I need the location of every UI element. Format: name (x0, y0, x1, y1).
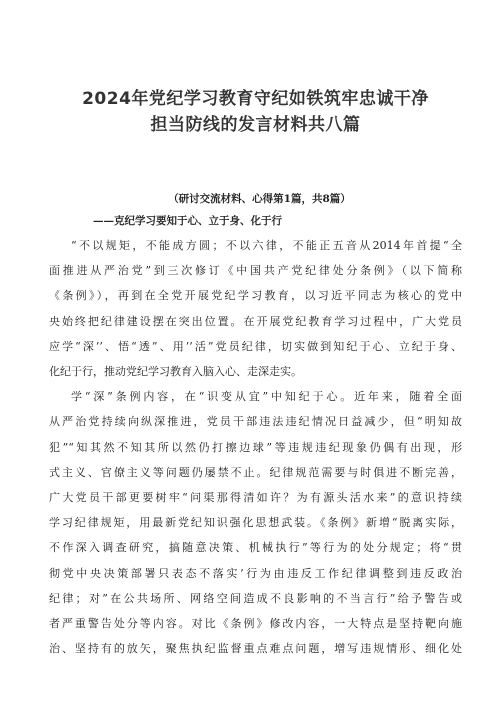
text-line: 纪律；对”在公共场所、网络空间造成不良影响的不当言行”给予警告或 (49, 591, 462, 605)
title-line: 2024年党纪学习教育守纪如铁筑牢忠诚干净 (82, 89, 429, 109)
document-subtitle: （研讨交流材料、心得第1篇，共8篇） (168, 193, 351, 205)
text-line: 化纪于行，推动党纪学习教育入脑入心、走深走实。 (49, 365, 302, 379)
text-line: 犯”“知其然不知其所以然仍打擦边球”等违规违纪现象仍偶有出现，形 (49, 440, 462, 454)
text-line: 应学“深’’、悟“透”、用’’活”党员纪律，切实做到知纪于心、立纪于身、 (49, 339, 462, 353)
document-body (49, 233, 462, 661)
text-line: 广大党员干部更要树牢“问渠那得清如许？为有源头活水来”的意识持续 (49, 491, 462, 505)
text-line: 《条例》），再到在全党开展党纪学习教育，以习近平同志为核心的党中 (49, 289, 462, 303)
text-line: 从严治党持续向纵深推进，党员干部违法违纪情况日益减少，但“明知故 (49, 415, 462, 429)
text-line: 学“深”条例内容，在“识变从宜”中知纪于心。近年来，随着全面 (71, 390, 462, 404)
text-line: 者严重警告处分等内容。对比《条例》修改内容，一大特点是坚持靶向施 (49, 617, 462, 631)
text-line: 面推进从严治党”到三次修订《中国共产党纪律处分条例》（以下简称 (49, 264, 462, 278)
text-line: 不作深入调查研究，搞随意决策、机械执行”等行为的处分规定；将“贯 (49, 541, 462, 555)
text-line: 彻党中央决策部署只表态不落实’行为由违反工作纪律调整到违反政治 (49, 566, 462, 580)
paragraph (49, 233, 462, 384)
section-heading: ——克纪学习要知于心、立于身、化于行 (93, 215, 282, 227)
paragraph (49, 384, 462, 661)
document-title (49, 86, 462, 138)
text-line: “不以规矩，不能成方圆；不以六律，不能正五音从2014年首提“全 (71, 239, 462, 252)
title-line: 担当防线的发言材料共八篇 (150, 115, 361, 135)
text-line: 学习纪律规矩，用最新党纪知识强化思想武装。《条例》新增“脱离实际， (49, 516, 462, 530)
text-line: 式主义、官僚主义等问题仍屡禁不止。纪律规范需要与时俱进不断完善， (49, 465, 462, 479)
text-line: 央始终把纪律建设摆在突出位置。在开展党纪教育学习过程中，广大党员 (49, 314, 462, 328)
text-line: 治、坚持有的放矢，聚焦执纪监督重点难点问题，增写违规情形、细化处 (49, 642, 462, 656)
